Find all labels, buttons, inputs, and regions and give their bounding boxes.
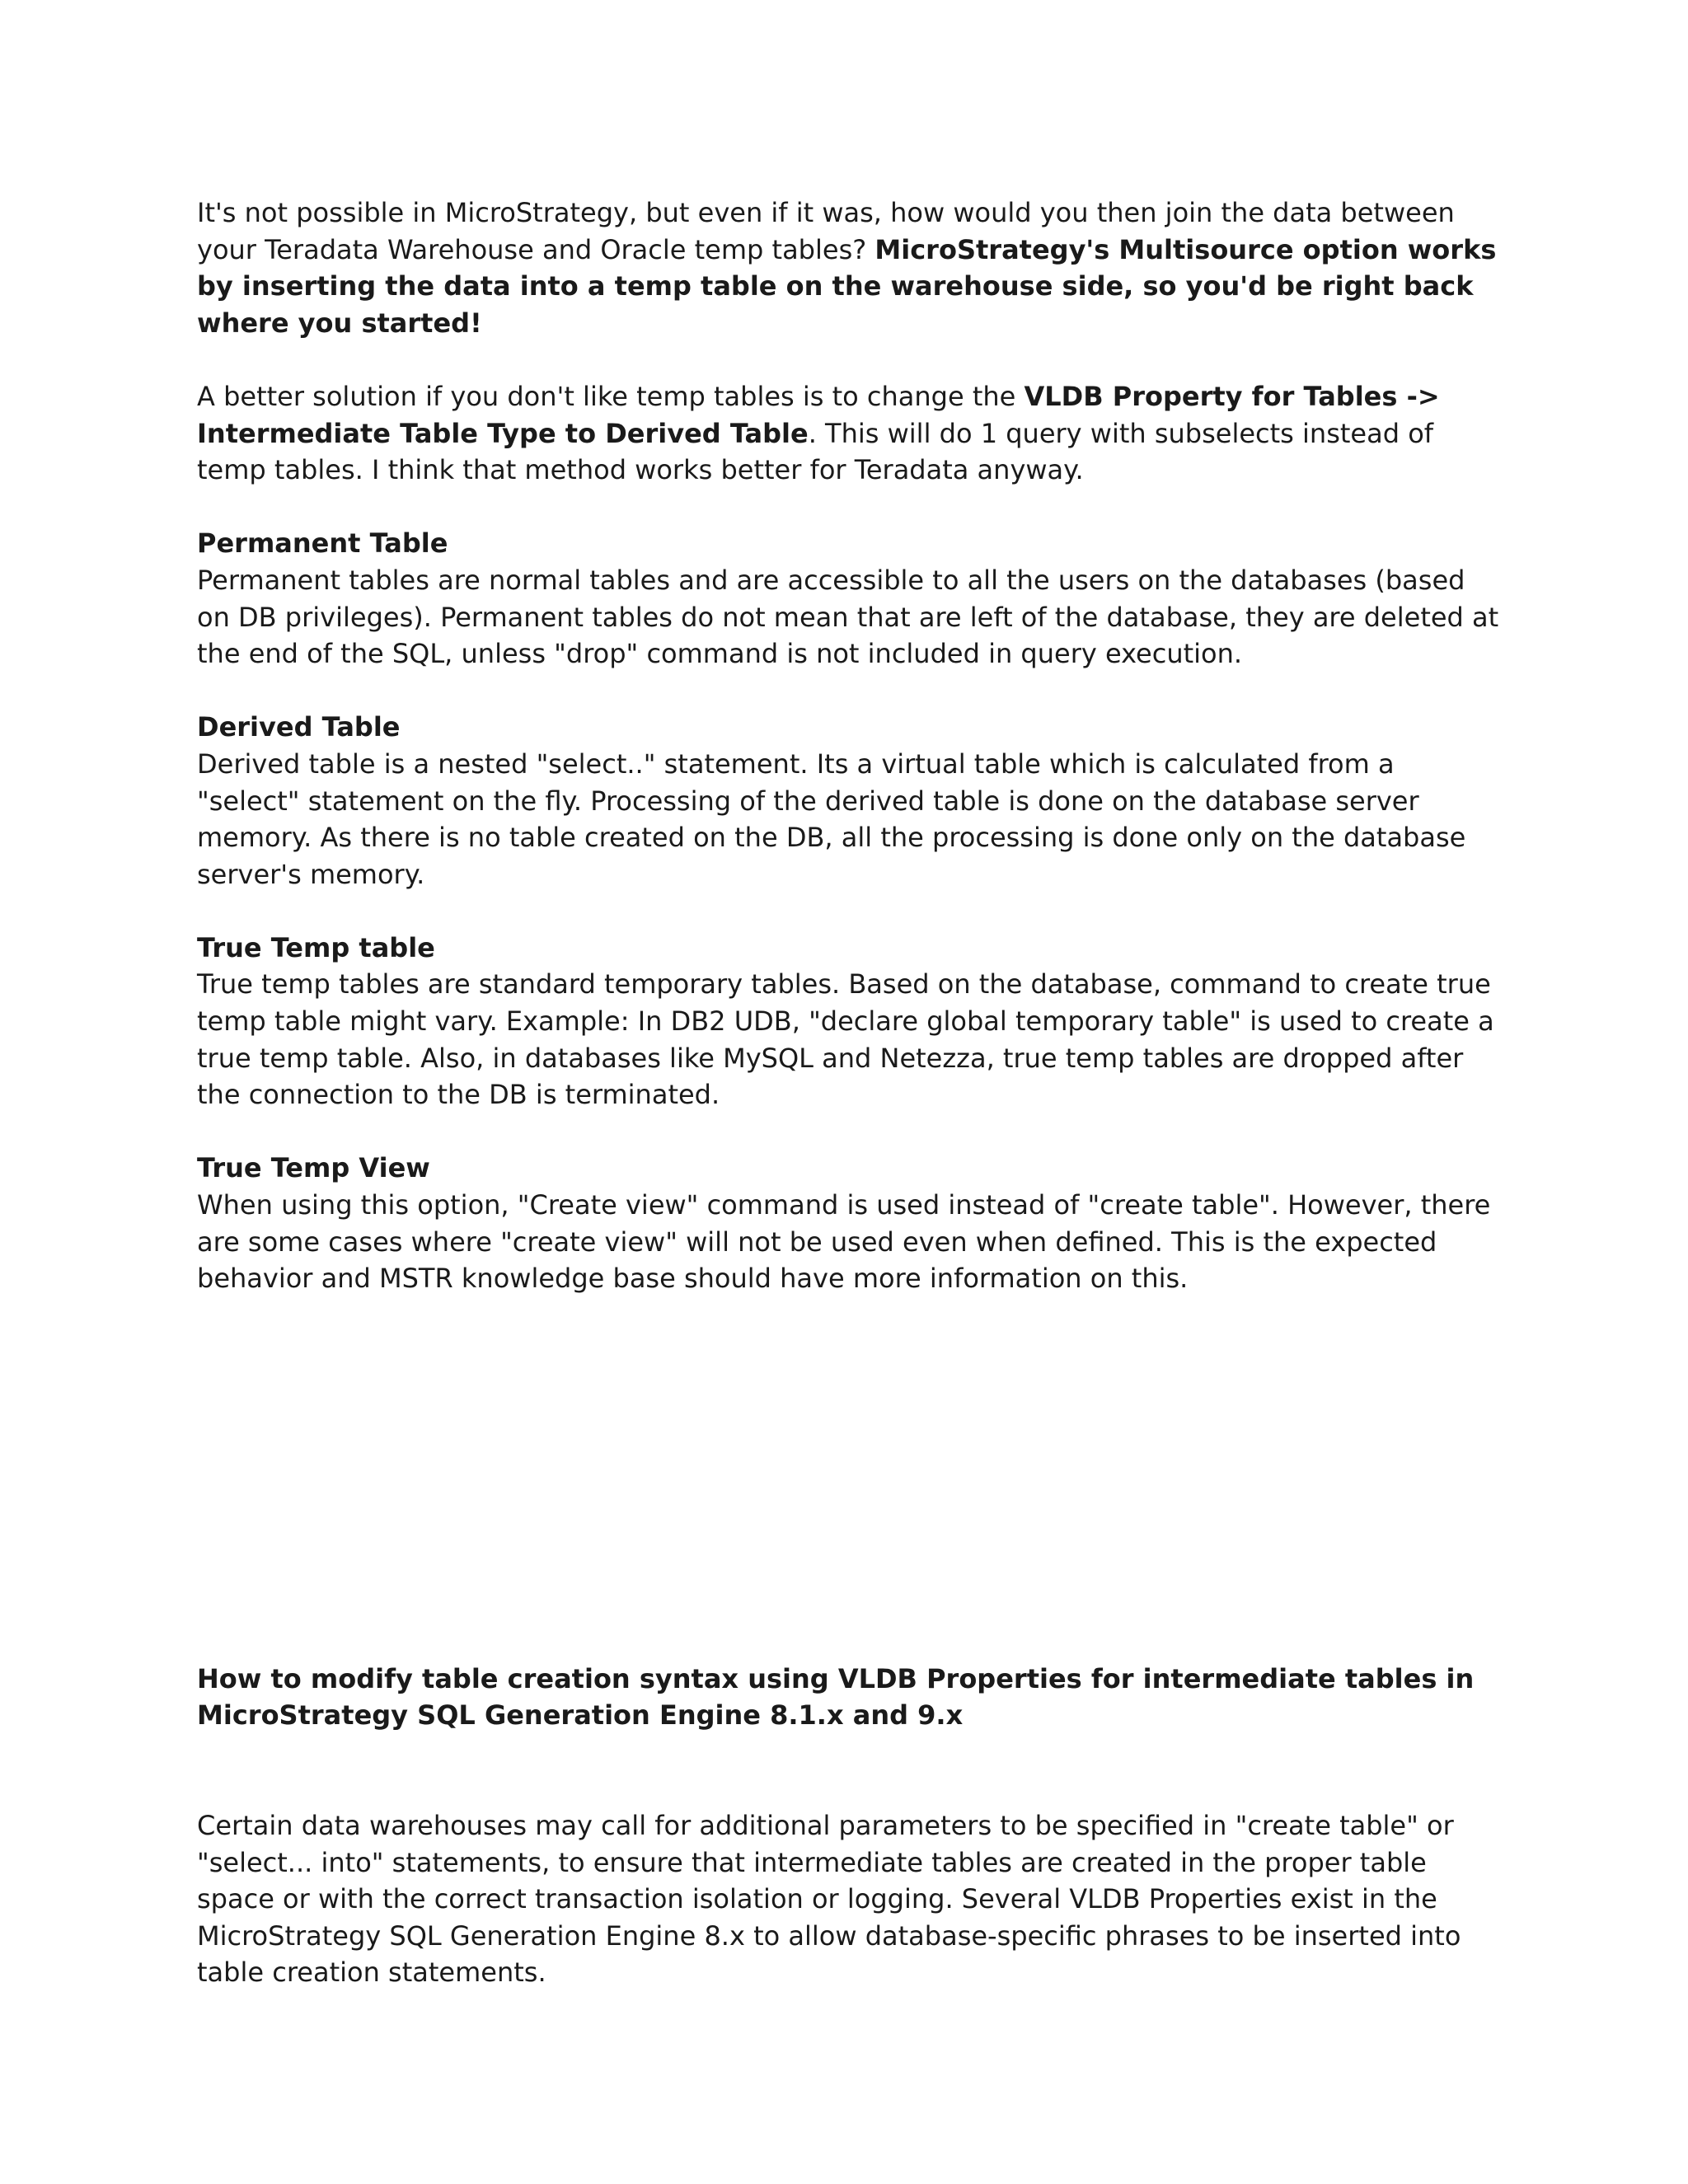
solution-text-start: A better solution if you don't like temp tables is to change the bbox=[197, 380, 1025, 412]
section-title-true-temp-view: True Temp View bbox=[197, 1152, 430, 1184]
section-title-permanent-table: Permanent Table bbox=[197, 527, 448, 560]
section-body-derived-table: Derived table is a nested "select.." statement. Its a virtual table which is calculated from a "select" statement on the fly. Processing of the derived table is done on the database server memory. As there is no table created on the DB, all the processing is done only on the database server's memory. bbox=[197, 748, 1466, 890]
solution-bold-text: VLDB Property for Tables -> Intermediate Table Type to Derived Table bbox=[197, 380, 1440, 449]
intro-bold-text: MicroStrategy's Multisource option works by inserting the data into a temp table on the warehouse side, so you'd be right back where you started! bbox=[197, 233, 1497, 339]
article-heading: How to modify table creation syntax using VLDB Properties for intermediate tables in MicroStrategy SQL Generation Engine 8.1.x and 9.x bbox=[197, 1662, 1475, 1732]
section-title-true-temp-table: True Temp table bbox=[197, 931, 435, 963]
document-body bbox=[197, 194, 1499, 1991]
solution-text-end: . This will do 1 query with subselects instead of temp tables. I think that method works better for Teradata anyway. bbox=[197, 417, 1434, 486]
section-body-true-temp-table: True temp tables are standard temporary tables. Based on the database, command to create true temp table might vary. Example: In DB2 UDB, "declare global temporary table" is used to create a true temp table. Also, in databases like MySQL and Netezza, true temp tables are dropped after the connection to the DB is terminated. bbox=[197, 968, 1494, 1111]
section-body-permanent-table: Permanent tables are normal tables and are accessible to all the users on the databases (based on DB privileges). Permanent tables do not mean that are left of the database, they are deleted at the end of the SQL, unless "drop" command is not included in query execution. bbox=[197, 564, 1499, 670]
section-title-derived-table: Derived Table bbox=[197, 711, 401, 743]
section-body-true-temp-view: When using this option, "Create view" command is used instead of "create table". However, there are some cases where "create view" will not be used even when defined. This is the expected behavior and MSTR knowledge base should have more information on this. bbox=[197, 1189, 1491, 1295]
intro-text: It's not possible in MicroStrategy, but even if it was, how would you then join the data between your Teradata Warehouse and Oracle temp tables? bbox=[197, 197, 1455, 265]
intro-paragraph bbox=[197, 194, 1499, 341]
solution-paragraph bbox=[197, 378, 1499, 489]
article-paragraph: Certain data warehouses may call for additional parameters to be specified in "create table" or "select... into" statements, to ensure that intermediate tables are created in the proper table space or with the correct transaction isolation or logging. Several VLDB Properties exist in the MicroStrategy SQL Generation Engine 8.x to allow database-specific phrases to be inserted into table creation statements. bbox=[197, 1810, 1461, 1989]
